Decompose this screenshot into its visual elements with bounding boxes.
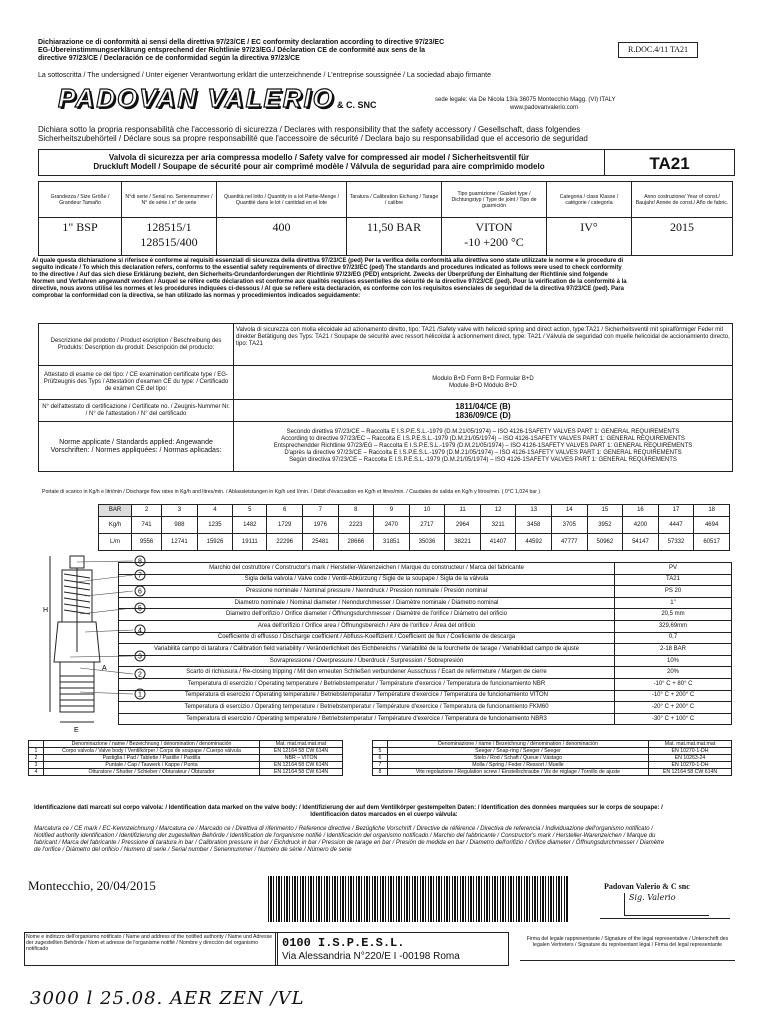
spec-gasket bbox=[442, 218, 547, 256]
material-desc: Vite regolazione / Regulation screw / Einstellschraube / Vis de réglage / Tornillo de ajuste bbox=[388, 769, 649, 776]
signature-line bbox=[600, 918, 730, 919]
material-row bbox=[29, 748, 343, 755]
signature-box bbox=[624, 893, 709, 916]
property-row bbox=[119, 702, 732, 714]
material-n: 3 bbox=[29, 762, 44, 769]
dim-label-e: E bbox=[74, 727, 79, 734]
material-row bbox=[373, 755, 732, 762]
material-row bbox=[373, 762, 732, 769]
material-n: 8 bbox=[373, 769, 388, 776]
material-desc: Pastiglia / Pad / Tablette / Pastille / Pastilla bbox=[44, 755, 260, 762]
spec-header-category: Categoria / class Klasse / catégorie / categoría bbox=[547, 182, 632, 218]
flow-cell: 25481 bbox=[302, 534, 338, 551]
barcode bbox=[268, 876, 568, 922]
flow-cell: 988 bbox=[162, 517, 198, 534]
property-row bbox=[119, 609, 732, 621]
flow-cell: 12741 bbox=[162, 534, 198, 551]
property-value: -10° C + 80° C bbox=[615, 678, 732, 690]
statement-line: seguito indicate / To which this declaration refers, conforms to the essential safety requirements of directive 97/23/EC (ped) The standards and procedures indicated as follows were used to check conformity bbox=[32, 265, 622, 271]
certificate-label: N° dell'attestato di certificazione / Certificate no. / Zeugnis-Nummer Nr. / N° de l'attestation / N° del certificado bbox=[39, 400, 234, 422]
materials-header-number bbox=[29, 741, 44, 748]
material-desc: Seeger / Snap-ring / Seeger / Seeger bbox=[388, 748, 649, 755]
flow-cell: 9556 bbox=[132, 534, 162, 551]
identification-line: Notified authority identification / Identifizierung der zugestellten Behörde / Identification de l'organisme notifié / Identificación del organismo notificado / Marchio del fabbricante / Constructor's mark / Hersteller-Warenzeichen / Marque du bbox=[34, 833, 656, 839]
statement-line: comprobar la conformidad con la directiva, se han utilizado las normas y procedimientos indicados seguidamente: bbox=[32, 293, 361, 299]
spec-header-row bbox=[39, 182, 733, 218]
property-label: Diametro nominale / Nominal diameter / Nenndurchmesser / Diamètre nominale / Diámetro nominal bbox=[119, 597, 615, 609]
callout-number: 2 bbox=[138, 671, 142, 679]
flow-bar-row bbox=[99, 505, 730, 517]
dim-label-a: A bbox=[102, 665, 107, 672]
flow-cell: 31851 bbox=[374, 534, 410, 551]
material-row bbox=[29, 769, 343, 776]
model-line: Valvola di sicurezza per aria compressa modello / Safety valve for compressed air model / Sicherheitsventil für bbox=[108, 153, 530, 162]
property-row bbox=[119, 713, 732, 725]
flow-row-label: L/m bbox=[99, 534, 132, 551]
property-label: Pressione nominale / Nominal pressure / Nenndruck / Pression nominale / Presión nominal bbox=[119, 586, 615, 598]
flow-cell: 4694 bbox=[694, 517, 730, 534]
identification-line: fabricant / Marca del fabricante / Pressione di taratura in bar / Calibration pressure in bar / Eichdruck in bar / Pression de tarage en bar / Presión de medida en bar / Diametro dell'orifizio / Orifice diameter / Öffnungsdurchmesser / Diamètre bbox=[34, 840, 665, 846]
exam-module: Modulo B+D Form B+D Formular B+D bbox=[432, 375, 534, 382]
property-row bbox=[119, 597, 732, 609]
flow-cell: 38221 bbox=[445, 534, 481, 551]
property-value: 20,5 mm bbox=[615, 609, 732, 621]
spec-year: 2015 bbox=[632, 218, 733, 256]
property-label: Diametro dell'orifizio / Orifice diameter / Öffnungsdurchmesser / Diamètre de l'orifice / Diámetro del orificio bbox=[119, 609, 615, 621]
spec-header-year: Anno costruzione/ Year of const./ Baujahr/ Année de const./ Año de fabric. bbox=[632, 182, 733, 218]
property-label: Marchio del costruttore / Constructor's mark / Hersteller-Warenzeichen / Marque du constructeur / Marca del fabricante bbox=[119, 563, 615, 575]
flow-cell: 2223 bbox=[338, 517, 374, 534]
serial-last: 128515/400 bbox=[140, 235, 198, 249]
properties-table bbox=[118, 562, 732, 725]
identification-line: Marcatura ce / CE mark / EC-Kennzeichnung / Marcatura ce / Marcado ce / Direttiva di riferimento / Reference directive / Bezügliche Vorschrift / Directive de référence / Directiva de referencia / Individuazione dell'organismo notificato / bbox=[34, 826, 653, 832]
property-row bbox=[119, 574, 732, 586]
property-row bbox=[119, 632, 732, 644]
flow-cell: 3952 bbox=[587, 517, 623, 534]
spec-size: 1" BSP bbox=[39, 218, 122, 256]
identification-title-line: Identificación datos marcados en el cuerpo válvula: bbox=[310, 812, 458, 818]
details-row-certificate bbox=[39, 400, 733, 422]
callout-number: 7 bbox=[138, 572, 142, 580]
undersigned-line: La sottoscritta / The undersigned / Unter eigener Verantwortung erklärt die unterzeichnende / L'entreprise soussignée / La sociedad abajo firmante bbox=[38, 72, 491, 79]
property-value: PS 20 bbox=[615, 586, 732, 598]
flow-cell: 41407 bbox=[480, 534, 516, 551]
materials-header-row bbox=[373, 741, 732, 748]
property-value: 1" bbox=[615, 597, 732, 609]
model-description bbox=[39, 153, 599, 171]
materials-table-left bbox=[28, 740, 343, 776]
material-mat: EN 12164 58 CW 614N bbox=[260, 762, 343, 769]
property-label: Temperatura di esercizio / Operating temperature / Betriebstemperatur / Température d'exercice / Temperatura de funcionamiento VITON bbox=[119, 690, 615, 702]
property-label: Variabilità campo di taratura / Calibration field variability / Veränderlichkeit des Eichbereichs / Variabilité de la fourchette de tarage / Variabilidad campo de ajuste bbox=[119, 644, 615, 656]
flow-cell: 47777 bbox=[552, 534, 588, 551]
spec-value-row bbox=[39, 218, 733, 256]
norm-line: Entsprechendder Richtlinie 97/23/EG – Raccolta E I.S.P.E.S.L.-1979 (D.M.21/05/1974) – ISO 4126-1SAFETY VALVES PART 1: GENERAL REQUIREMENTS bbox=[273, 443, 693, 449]
spec-table bbox=[38, 181, 733, 256]
flow-cell: 57332 bbox=[658, 534, 694, 551]
flow-cell: 17 bbox=[658, 505, 694, 517]
callout-number: 5 bbox=[138, 605, 142, 613]
title-line: Dichiarazione ce di conformità ai sensi della direttiva 97/23/CE / EC conformity declaration according to directive 97/23/EC bbox=[38, 39, 445, 46]
notified-body-address: Via Alessandria N°220/E I -00198 Roma bbox=[282, 951, 460, 962]
property-value: PV bbox=[615, 563, 732, 575]
notified-body-box bbox=[275, 932, 509, 966]
spec-serial bbox=[122, 218, 217, 256]
flow-cell: 18 bbox=[694, 505, 730, 517]
flow-row-label: Kg/h bbox=[99, 517, 132, 534]
flow-cell: 3705 bbox=[552, 517, 588, 534]
dim-label-h: H bbox=[43, 607, 49, 614]
property-value: -20° C + 200° C bbox=[615, 702, 732, 714]
details-row-exam bbox=[39, 366, 733, 400]
spec-header-size: Grandezza / Size Größe / Grandeur Tamaño bbox=[39, 182, 122, 218]
material-n: 7 bbox=[373, 762, 388, 769]
flow-cell: 1482 bbox=[233, 517, 267, 534]
flow-cell: 10 bbox=[409, 505, 445, 517]
norm-line: According to directive 97/23/EC – Raccolta E I.S.P.E.S.L.-1979 (D.M.21/05/1974) – ISO 4126-1SAFETY VALVES PART 1: GENERAL REQUIREMENTS bbox=[281, 436, 685, 442]
exam-label: Attestato di esame ce del tipo: / CE examination certificate type / EG-Prüfzeugnis des Typs / Attestation d'examen CE du type: / Certificado de exámen CE del tipo: bbox=[39, 366, 234, 400]
company-address: sede legale: via De Nicola 13/a 36075 Montecchio Magg. (VI) ITALY bbox=[435, 97, 616, 103]
material-row bbox=[373, 769, 732, 776]
norm-line: D'après la directive 97/23/CE – Raccolta E I.S.P.E.S.L.-1979 (D.M.21/05/1974) – ISO 4126-1SAFETY VALVES PART 1: GENERAL REQUIREMENTS bbox=[284, 450, 682, 456]
flow-cell: 2 bbox=[132, 505, 162, 517]
certificate-b: 1811/04/CE (B) bbox=[455, 401, 511, 411]
flow-cell: 6 bbox=[267, 505, 303, 517]
flow-cell: 12 bbox=[480, 505, 516, 517]
flow-table bbox=[98, 504, 730, 551]
material-desc: Stelo / Rod / Schaft / Queue / Vástago bbox=[388, 755, 649, 762]
flow-cell: 3458 bbox=[516, 517, 552, 534]
materials-header-mat: Mat. mat.mat.mat.mat bbox=[260, 741, 343, 748]
identification-title-line: Identificazione dati marcati sul corpo valvola: / Identification data marked on the valve body: / Identifizierung der auf dem Ventilkörper gestempelten Daten: / Identification des données marquées sur le corps de soupape: / bbox=[34, 805, 663, 811]
conformity-statement bbox=[32, 258, 737, 300]
declare-text bbox=[38, 125, 738, 143]
flow-kgh-row bbox=[99, 517, 730, 534]
statement-line: directive, nous avons utilisé les normes et les procédures indiquées ci-dessous / Al que se refiere esta declaración, es conforme con los requisitos esenciales de seguridad de la directiva 97/23/CE (ped). Para bbox=[32, 286, 625, 292]
flow-cell: 13 bbox=[516, 505, 552, 517]
signature-company: Padovan Valerio & C snc bbox=[604, 882, 690, 891]
property-label: Sovrapressione / Overpressure / Überdruck / Surpression / Sobrepresión bbox=[119, 655, 615, 667]
property-row bbox=[119, 690, 732, 702]
materials-header-number bbox=[373, 741, 388, 748]
flow-cell: 28666 bbox=[338, 534, 374, 551]
property-label: Temperatura di esercizio / Operating temperature / Betriebstemperatur / Température d'exercice / Temperatura de funcionamiento NBR bbox=[119, 678, 615, 690]
callout-number: 4 bbox=[138, 627, 142, 635]
flow-row-label: BAR bbox=[99, 505, 132, 517]
legal-signature-line bbox=[520, 960, 735, 961]
material-desc: Corpo valvola / Valve body / Ventilkörper / Corps de soupape / Cuerpo válvula bbox=[44, 748, 260, 755]
material-row bbox=[373, 748, 732, 755]
flow-cell: 35036 bbox=[409, 534, 445, 551]
spec-calibration: 11,50 BAR bbox=[347, 218, 442, 256]
materials-header-row bbox=[29, 741, 343, 748]
material-n: 1 bbox=[29, 748, 44, 755]
property-row bbox=[119, 644, 732, 656]
norm-line: Secondo direttiva 97/23/CE – Raccolta E I.S.P.E.S.L.-1979 (D.M.21/05/1974) – ISO 4126-1SAFETY VALVES PART 1: GENERAL REQUIREMENTS bbox=[286, 429, 680, 435]
exam-module-alt: Module B+D Módulo B+D bbox=[448, 382, 518, 389]
signature-name: Sig. Valerio bbox=[629, 893, 676, 902]
flow-cell: 22296 bbox=[267, 534, 303, 551]
flow-cell: 11 bbox=[445, 505, 481, 517]
property-label: Temperatura di esercizio / Operating temperature / Betriebstemperatur / Température d'exercice / Temperatura de funcionamiento NBR3 bbox=[119, 713, 615, 725]
property-row bbox=[119, 620, 732, 632]
flow-cell: 4447 bbox=[658, 517, 694, 534]
spec-header-serial: N°di serie / Serial no. Seriennummer / N° de série / n° de serie bbox=[122, 182, 217, 218]
property-value: 0,7 bbox=[615, 632, 732, 644]
materials-header-mat: Mat. mat.mat.mat.mat bbox=[649, 741, 732, 748]
materials-header-desc: Denominazione / name / Bezeichnung / dénomination / denominación bbox=[388, 741, 649, 748]
flow-cell: 9 bbox=[374, 505, 410, 517]
spec-header-quantity: Quantità nel lotto / Quantity in a lot Partie-Menge / Quantité dans le lot / cantidad en el lote bbox=[217, 182, 347, 218]
property-value: 329,69mm bbox=[615, 620, 732, 632]
statement-line: Normen und Verfahren angewandt worden / Auquel se réfère cette déclaration est conforme aux qualités requises essentielles de sécurité de la directive 97/23/CE (ped). Pour la vérification de la conformité à la bbox=[32, 279, 627, 285]
callout-number: 3 bbox=[138, 653, 142, 661]
property-row bbox=[119, 586, 732, 598]
identification-title bbox=[34, 805, 734, 819]
company-website: www.padovanvalerio.com bbox=[510, 105, 579, 111]
statement-line: Al quale questa dichiarazione si riferisce è conforme ai requisiti essenziali di sicurezza della direttiva 97/23/CE (ped) Per la verifica della conformità alla direttiva sono state utilizzate le norme e le procedure di bbox=[32, 258, 624, 264]
flow-cell: 2470 bbox=[374, 517, 410, 534]
description-value: Valvola di sicurezza con molla elicoidale ad azionamento diretto, tipo: TA21 /Safety valve with helicoid spring and direct action, type:TA21 / Sicherheitsventil mit spiralförmiger Feder mit direkter Betätigung des Typs: TA21 / Soupape de sécurité avec ressort hélicoïdal à actionnement direct, type: TA21 / Válvula de seguridad con muelle helicoidal de accionamiento directo, tipo: TA21 bbox=[234, 324, 733, 366]
flow-cell: 19111 bbox=[233, 534, 267, 551]
flow-cell: 16 bbox=[623, 505, 659, 517]
declare-line: Sicherheitszubehörteil / Déclare sous sa propre responsabilité que l'accessoire de sécurité / Declara bajo su responsabilidad que el accesorio de seguridad bbox=[38, 134, 588, 143]
property-label: Temperatura di esercizio / Operating temperature / Betriebstemperatur / Température d'exercice / Temperatura de funcionamiento FKM60 bbox=[119, 702, 615, 714]
handwritten-note: 3000 l 25.08. AER ZEN /VL bbox=[30, 988, 305, 1009]
materials-table-right bbox=[372, 740, 732, 776]
notified-body-name: 0100 I.S.P.E.S.L. bbox=[282, 936, 405, 950]
spec-quantity: 400 bbox=[217, 218, 347, 256]
material-n: 4 bbox=[29, 769, 44, 776]
flow-cell: 4200 bbox=[623, 517, 659, 534]
material-n: 2 bbox=[29, 755, 44, 762]
flow-cell: 2964 bbox=[445, 517, 481, 534]
place-date: Montecchio, 20/04/2015 bbox=[28, 878, 156, 893]
thread-lines bbox=[60, 682, 94, 706]
spec-category: IV° bbox=[547, 218, 632, 256]
property-row bbox=[119, 678, 732, 690]
material-mat: EN 10270-1-DH bbox=[649, 748, 732, 755]
details-row-description bbox=[39, 324, 733, 366]
norms-label: Norme applicate / Standards applied: Angewande Vorschriften: / Normes appliquées: / Normas aplicadas: bbox=[39, 422, 234, 472]
flow-cell: 1976 bbox=[302, 517, 338, 534]
doc-ref-box: R.DOC.4/11 TA21 bbox=[618, 42, 698, 58]
notified-body-label: Nome e indirizzo dell'organismo notificato / Name and address of the notified authority / Name und Adresse der zugestellten Behörde / Nom et adresse de l'organisme notifié / Nombre y dirección del organismo notificado bbox=[24, 932, 278, 966]
property-value: TA21 bbox=[615, 574, 732, 586]
spec-header-gasket: Tipo guarnizione / Gasket type / Dichtungstyp / Type de joint / Tipo de guarnición bbox=[442, 182, 547, 218]
material-desc: Otturatore / Shutter / Schieber / Obturateur / Obturador bbox=[44, 769, 260, 776]
flow-cell: 44592 bbox=[516, 534, 552, 551]
flow-cell: 50962 bbox=[587, 534, 623, 551]
norms-value bbox=[234, 422, 733, 472]
material-n: 5 bbox=[373, 748, 388, 755]
property-row bbox=[119, 563, 732, 575]
exam-value bbox=[234, 366, 733, 400]
serial-first: 128515/1 bbox=[146, 220, 192, 234]
certificate-value bbox=[234, 400, 733, 422]
flow-cell: 741 bbox=[132, 517, 162, 534]
company-logo: PADOVAN VALERIO bbox=[58, 83, 336, 113]
property-label: Scarto di richiusura / Re-closing tripping / Mit den erneuten Schließen verbundener Ausschuss / Ecart de refermeture / Margen de cierre bbox=[119, 667, 615, 679]
flow-cell: 1729 bbox=[267, 517, 303, 534]
flow-cell: 2717 bbox=[409, 517, 445, 534]
material-mat: EN 10270-1-DH bbox=[649, 762, 732, 769]
property-row bbox=[119, 667, 732, 679]
flow-cell: 54147 bbox=[623, 534, 659, 551]
flow-cell: 1235 bbox=[197, 517, 233, 534]
statement-line: to the directive / Auf das sich diese Erklärung bezieht, den Sicherheits-Grundanforderungen der Richtlinie 97/23/EG (PED) entspricht. Zwecks der Überprüfung der Einhaltung der Richtlinie sind folgende bbox=[32, 272, 608, 278]
company-suffix: & C. SNC bbox=[337, 100, 377, 110]
material-mat: NBR – VITON bbox=[260, 755, 343, 762]
model-box bbox=[38, 149, 735, 176]
identification-line: de l'orifice / Diámetro del orificio / Numero di serie / Serial number / Seriennummer / Numéro de série / Número de serie bbox=[34, 847, 352, 853]
title-line: directive 97/23/CE / Declaración ce de conformidad según la directiva 97/23/CE bbox=[38, 55, 300, 62]
norm-line: Según directiva 97/23/CE – Raccolta E I.S.P.E.S.L.-1979 (D.M.21/05/1974) – ISO 4126-1SAFETY VALVES PART 1: GENERAL REQUIREMENTS bbox=[289, 457, 677, 463]
declaration-title bbox=[38, 39, 608, 63]
callout-number: 1 bbox=[138, 691, 142, 699]
flow-cell: 5 bbox=[233, 505, 267, 517]
property-label: Coefficiente di efflusso / Discharge coefficient / Abfluss-Koeffizient / Coefficient de flux / Coeficiente de descarga bbox=[119, 632, 615, 644]
details-row-norms bbox=[39, 422, 733, 472]
gasket-type: VITON bbox=[475, 220, 513, 234]
flow-cell: 14 bbox=[552, 505, 588, 517]
gasket-range: -10 +200 °C bbox=[464, 235, 524, 249]
spec-header-calibration: Taratura / Calibration Eichung / Tarage / calibre bbox=[347, 182, 442, 218]
property-label: Area dell'orifizio / Orifice area / Öffnungsbereich / Aire de l'orifice / Área del orificio bbox=[119, 620, 615, 632]
property-value: -10° C + 200° C bbox=[615, 690, 732, 702]
property-value: -30° C + 100° C bbox=[615, 713, 732, 725]
details-table bbox=[38, 323, 733, 472]
material-mat: EN 12164 58 CW 614N bbox=[260, 748, 343, 755]
materials-header-desc: Denominazione / name / Bezeichnung / dénomination / denominación bbox=[44, 741, 260, 748]
material-n: 6 bbox=[373, 755, 388, 762]
flow-cell: 15926 bbox=[197, 534, 233, 551]
description-label: Descrizione del prodotto / Product escription / Beschreibung des Produkts: Description du produit: Descripción del producto: bbox=[39, 324, 234, 366]
flow-cell: 3211 bbox=[480, 517, 516, 534]
flow-lm-row bbox=[99, 534, 730, 551]
callout-number: 8 bbox=[138, 558, 142, 566]
property-value: 2-18 BAR bbox=[615, 644, 732, 656]
property-value: 20% bbox=[615, 667, 732, 679]
material-mat: EN 12164 58 CW 614N bbox=[649, 769, 732, 776]
flow-cell: 60517 bbox=[694, 534, 730, 551]
property-row bbox=[119, 655, 732, 667]
title-line: EG-Übereinstimmungserklärung entsprechend der Richtlinie 97/23/EG./ Déclaration CE de conformité aux sens de la bbox=[38, 47, 426, 54]
identification-text bbox=[34, 826, 734, 854]
material-row bbox=[29, 755, 343, 762]
material-mat: EN 12164 58 CW 614N bbox=[260, 769, 343, 776]
material-mat: EN 10263-24 bbox=[649, 755, 732, 762]
flow-cell: 4 bbox=[197, 505, 233, 517]
flow-cell: 3 bbox=[162, 505, 198, 517]
property-value: 10% bbox=[615, 655, 732, 667]
legal-signature-label: Firma del legale rappresentante / Signature of the legal representative / Unterschrift des legalen Vertreters / Signature du représentant légal / Firma del legal representante bbox=[526, 936, 729, 948]
flow-cell: 7 bbox=[302, 505, 338, 517]
material-row bbox=[29, 762, 343, 769]
material-desc: Molla / Spring / Feder / Ressort / Muelle bbox=[388, 762, 649, 769]
material-desc: Puntale / Cap / Tauwerk / Kappe / Punta bbox=[44, 762, 260, 769]
callout-number: 6 bbox=[138, 588, 142, 596]
declare-line: Dichiara sotto la propria responsabilità che l'accessorio di sicurezza / Declares with responsibility that the safety accessory / Gesellschaft, dass folgendes bbox=[38, 125, 581, 134]
model-code: TA21 bbox=[649, 154, 690, 173]
flow-caption: Portate di scarico in Kg/h e litri/min / Discharge flow rates in Kg/h and litres/min. / Ablassleistungen in Kg/h und l/min. / Débit d'évacuation en Kg/h et litres/min. / Caudales de salida en Kg/h y litros/min. ( 0°C 1,024 bar ) bbox=[42, 489, 541, 495]
certificate-d: 1836/09/CE (D) bbox=[455, 410, 511, 420]
property-label: Sigla della valvola / Valve code / Ventil-Abkürzung / Sigle de la soupape / Sigla de la válvula bbox=[119, 574, 615, 586]
model-line: Druckluft Modell / Soupape de sécurité pour air comprimé modèle / Válvula de seguridad para aire comprimido modelo bbox=[93, 162, 545, 171]
flow-cell: 8 bbox=[338, 505, 374, 517]
flow-cell: 15 bbox=[587, 505, 623, 517]
